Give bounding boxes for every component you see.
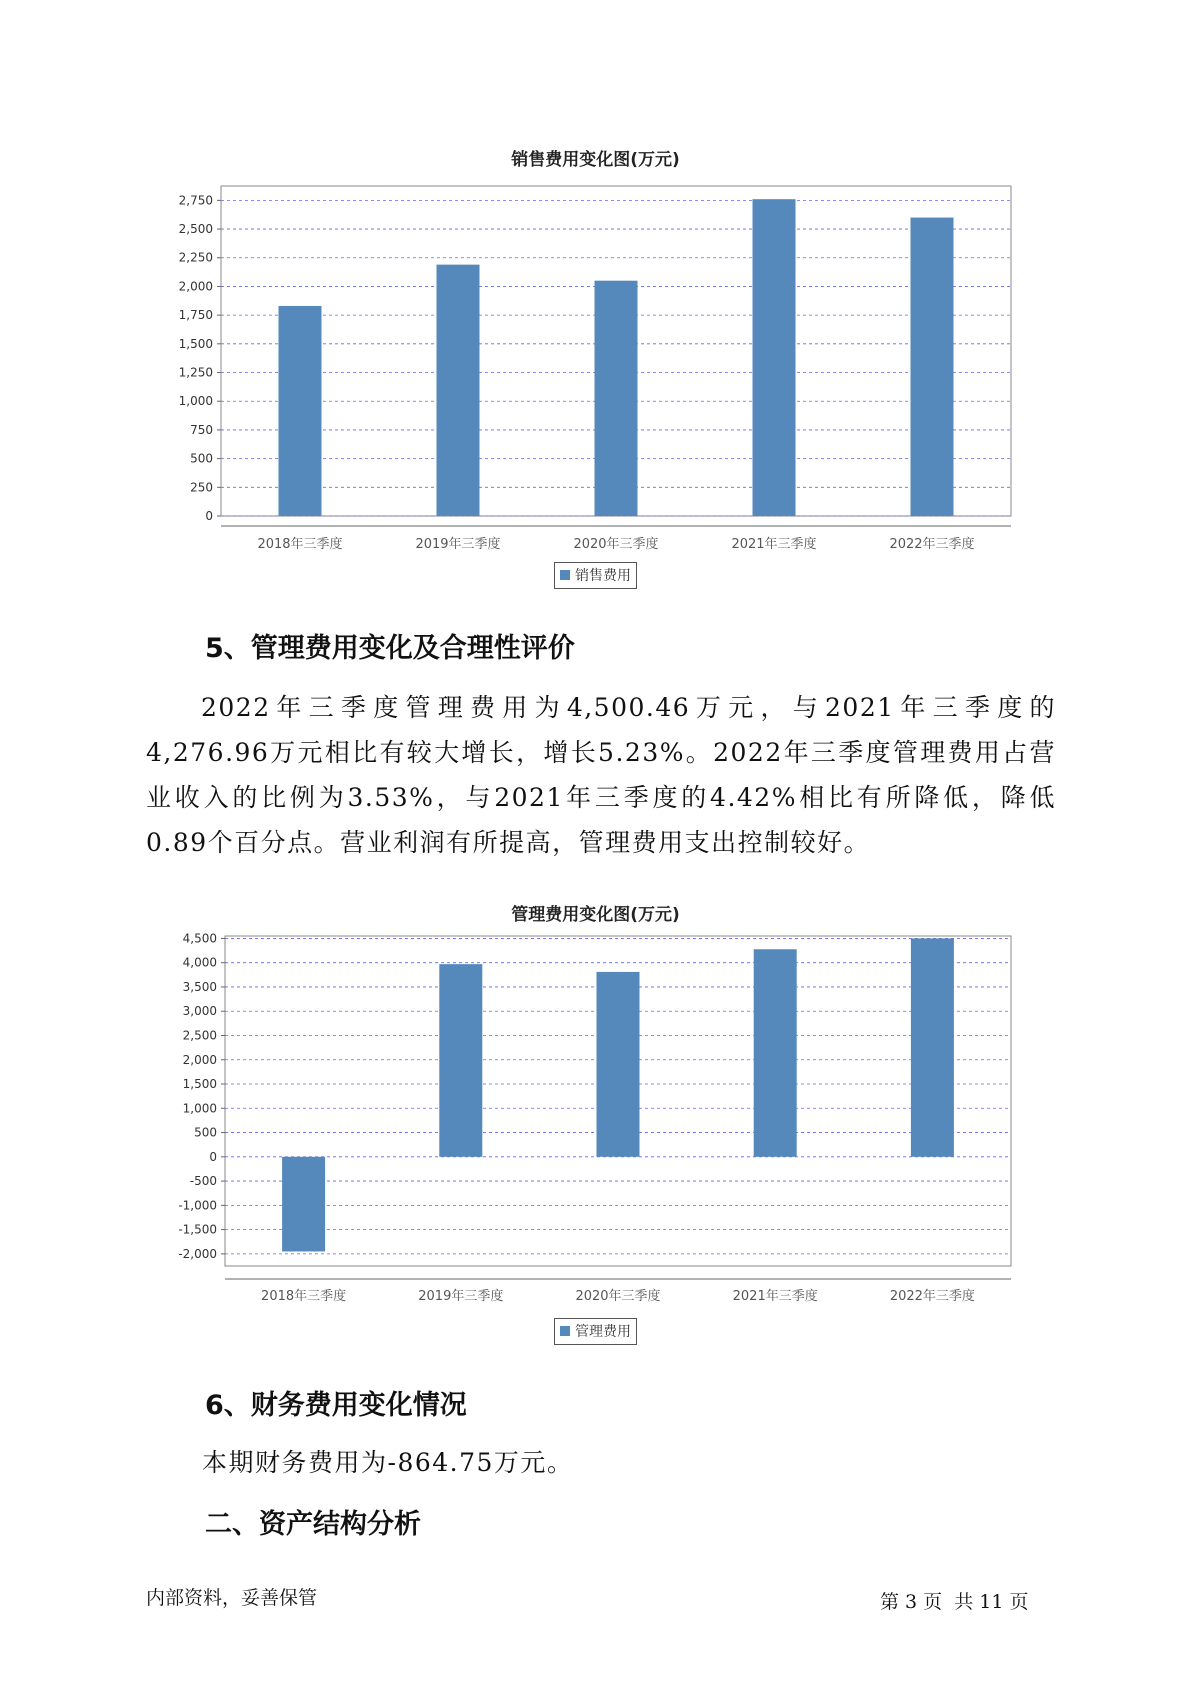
section-5-heading: 5、管理费用变化及合理性评价 xyxy=(205,633,575,664)
bar xyxy=(282,1157,325,1252)
section-6-heading: 6、财务费用变化情况 xyxy=(205,1390,467,1421)
y-tick-label: 2,000 xyxy=(182,1052,217,1067)
x-tick-label: 2022年三季度 xyxy=(889,1289,975,1304)
y-tick-label: 1,250 xyxy=(178,365,213,380)
y-tick-label: 4,500 xyxy=(182,931,217,946)
bar xyxy=(439,964,482,1157)
y-tick-label: -2,000 xyxy=(178,1246,217,1261)
y-tick-label: 2,500 xyxy=(178,222,213,237)
bar xyxy=(911,938,954,1156)
y-tick-label: 500 xyxy=(194,1125,217,1140)
x-tick-label: 2021年三季度 xyxy=(732,1289,818,1304)
y-tick-label: -1,500 xyxy=(178,1222,217,1237)
bar xyxy=(597,972,640,1157)
y-tick-label: 750 xyxy=(190,422,213,437)
x-tick-label: 2020年三季度 xyxy=(575,1289,661,1304)
admin-chart-title: 管理费用变化图(万元) xyxy=(511,905,680,925)
x-tick-label: 2018年三季度 xyxy=(257,537,343,552)
y-tick-label: -1,000 xyxy=(178,1198,217,1213)
x-tick-label: 2019年三季度 xyxy=(418,1289,504,1304)
section-6-paragraph: 本期财务费用为-864.75万元。 xyxy=(202,1448,574,1477)
y-tick-label: 2,000 xyxy=(178,279,213,294)
y-tick-label: 1,500 xyxy=(178,336,213,351)
y-tick-label: 4,000 xyxy=(182,955,217,970)
y-tick-label: 0 xyxy=(205,509,213,523)
legend-swatch xyxy=(560,1326,570,1336)
footer-page-number: 第 3 页 共 11 页 xyxy=(880,1591,1029,1613)
section-5-paragraph: 2022年三季度管理费用为4,500.46万元，与2021年三季度的4,276.96万元相比有较大增长，增长5.23%。2022年三季度管理费用占营业收入的比例为3.53%，与2021年三季度的4.42%相比有所降低，降低0.89个百分点。营业利润有所提高，管理费用支出控制较好。 xyxy=(146,693,1056,857)
legend-label: 管理费用 xyxy=(575,1324,631,1340)
y-tick-label: 2,500 xyxy=(182,1028,217,1043)
y-tick-label: 1,500 xyxy=(182,1077,217,1092)
x-tick-label: 2018年三季度 xyxy=(261,1289,347,1304)
footer-confidential-note: 内部资料，妥善保管 xyxy=(146,1587,318,1609)
part-2-heading: 二、资产结构分析 xyxy=(205,1509,421,1540)
admin-chart-legend xyxy=(554,1318,637,1345)
x-tick-label: 2021年三季度 xyxy=(731,537,817,552)
y-tick-label: 0 xyxy=(209,1149,217,1164)
y-tick-label: 250 xyxy=(190,480,213,495)
sales-chart-title: 销售费用变化图(万元) xyxy=(511,150,680,170)
y-tick-label: 2,750 xyxy=(178,193,213,208)
y-tick-label: 2,250 xyxy=(178,250,213,265)
bar xyxy=(754,949,797,1157)
x-tick-label: 2020年三季度 xyxy=(573,537,659,552)
y-tick-label: -500 xyxy=(189,1174,217,1189)
y-tick-label: 500 xyxy=(190,451,213,466)
legend-label: 销售费用 xyxy=(575,568,631,584)
y-tick-label: 3,500 xyxy=(182,979,217,994)
y-tick-label: 3,000 xyxy=(182,1004,217,1019)
y-tick-label: 1,000 xyxy=(182,1101,217,1116)
x-tick-label: 2019年三季度 xyxy=(415,537,501,552)
y-tick-label: 1,000 xyxy=(178,394,213,409)
x-tick-label: 2022年三季度 xyxy=(889,537,975,552)
y-tick-label: 1,750 xyxy=(178,308,213,323)
